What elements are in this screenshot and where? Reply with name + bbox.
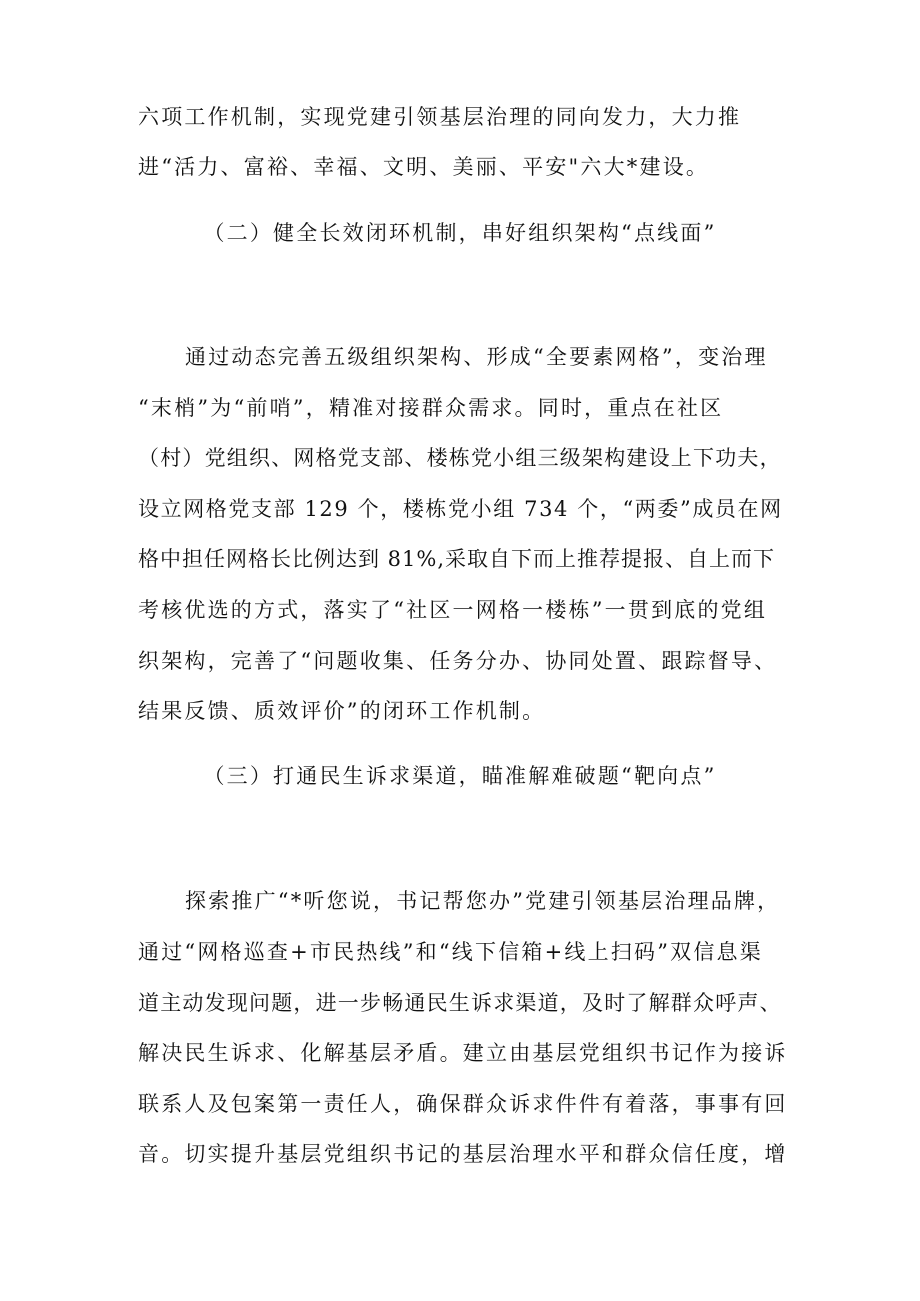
paragraph-line: 结果反馈、质效评价”的闭环工作机制。 [138,699,546,723]
paragraph-line: 联系人及包案第一责任人，确保群众诉求件件有着落，事事有回 [138,1092,788,1116]
paragraph-line: 织架构，完善了“问题收集、任务分办、协同处置、跟踪督导、 [138,649,778,673]
paragraph-line: 进“活力、富裕、幸福、文明、美丽、平安"六大*建设。 [138,155,710,179]
paragraph-line: 通过动态完善五级组织架构、形成“全要素网格”，变治理 [185,345,768,369]
paragraph-line: 格中担任网格长比例达到 81%,采取自下而上推荐提报、自上而下 [138,547,776,571]
section-heading-2: （二）健全长效闭环机制，串好组织架构“点线面” [203,221,717,245]
paragraph-line: 通过“网格巡查+市民热线”和“线下信箱+线上扫码”双信息渠 [138,940,763,964]
paragraph-line: 解决民生诉求、化解基层矛盾。建立由基层党组织书记作为接诉 [138,1041,788,1065]
paragraph-line: 设立网格党支部 129 个，楼栋党小组 734 个，“两委”成员在网 [138,497,783,521]
paragraph-line: “末梢”为“前哨”，精准对接群众需求。同时，重点在社区 [138,396,724,420]
paragraph-line: 探索推广“*听您说，书记帮您办”党建引领基层治理品牌， [185,889,781,913]
paragraph-line: （村）党组织、网格党支部、楼栋党小组三级架构建设上下功夫， [138,446,782,470]
section-heading-3: （三）打通民生诉求渠道，瞄准解难破题“靶向点” [203,764,717,788]
paragraph-line: 考核优选的方式，落实了“社区一网格一楼栋”一贯到底的党组 [138,598,768,622]
paragraph-line: 道主动发现问题，进一步畅通民生诉求渠道，及时了解群众呼声、 [138,991,782,1015]
paragraph-line: 六项工作机制，实现党建引领基层治理的同向发力，大力推 [138,105,742,129]
paragraph-line: 音。切实提升基层党组织书记的基层治理水平和群众信任度，增 [138,1142,788,1166]
